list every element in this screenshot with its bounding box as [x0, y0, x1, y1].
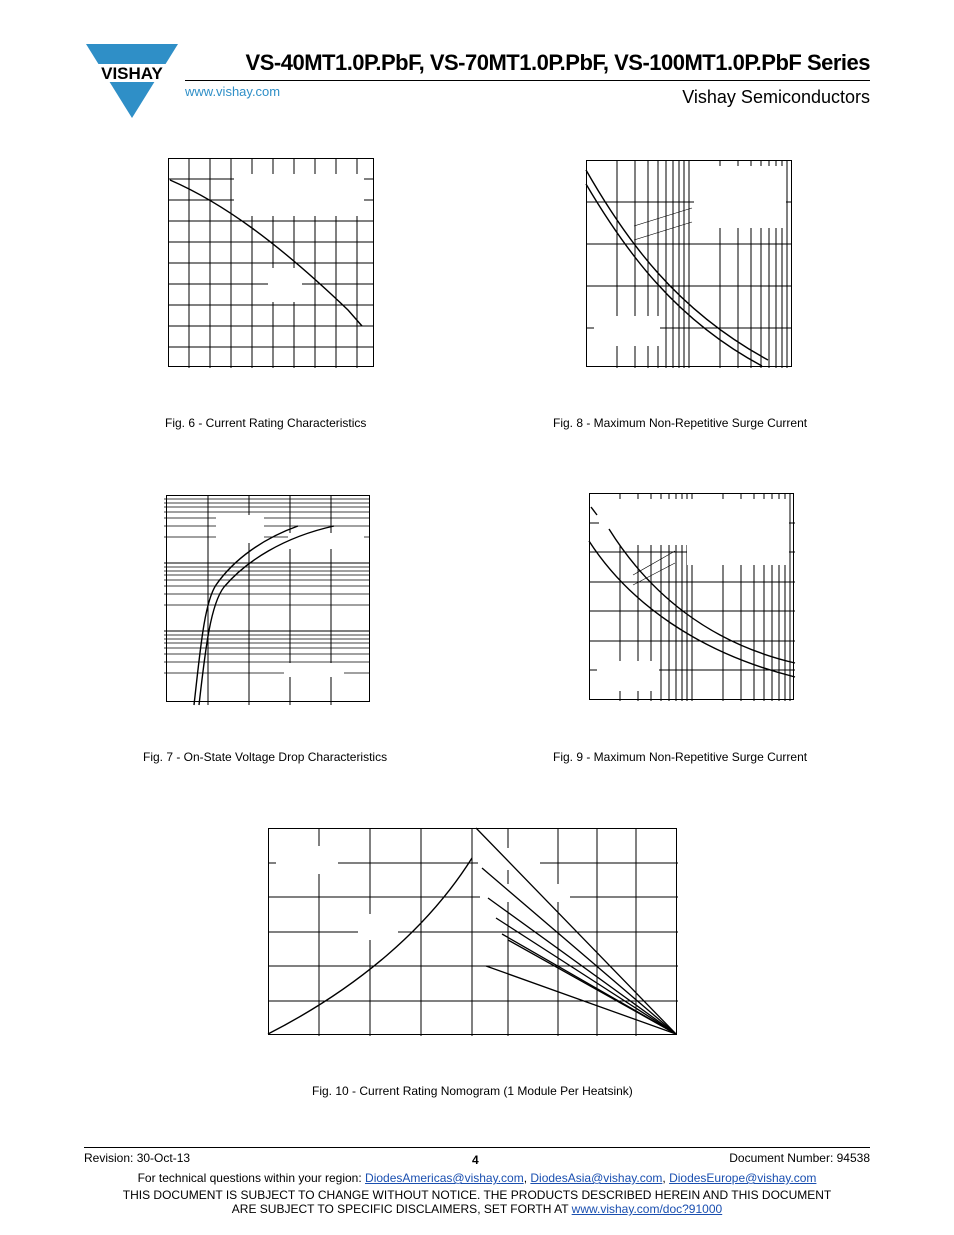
website-link[interactable]: www.vishay.com: [185, 84, 281, 99]
email-europe-link[interactable]: DiodesEurope@vishay.com: [669, 1171, 817, 1185]
fig6-caption: Fig. 6 - Current Rating Characteristics: [165, 416, 367, 430]
contact-separator: ,: [523, 1171, 531, 1185]
document-title: VS-40MT1.0P.PbF, VS-70MT1.0P.PbF, VS-100MT1.0P.PbF Series: [245, 50, 870, 75]
fig9-graph: [589, 493, 795, 701]
company-subtitle: Vishay Semiconductors: [682, 87, 870, 107]
fig9-plot: [589, 493, 795, 701]
disclaimer-link[interactable]: www.vishay.com/doc?91000: [571, 1202, 723, 1216]
contact-separator: ,: [662, 1171, 670, 1185]
fig6-graph: [168, 158, 374, 368]
contact-line: [0, 1171, 954, 1185]
email-americas-link[interactable]: DiodesAmericas@vishay.com: [365, 1171, 524, 1185]
footer-divider: [84, 1147, 870, 1148]
fig10-plot: [268, 828, 678, 1036]
fig8-plot: [586, 160, 792, 368]
disclaimer-line-2: [0, 1202, 954, 1216]
fig6-plot: [168, 158, 374, 368]
email-asia-link[interactable]: DiodesAsia@vishay.com: [530, 1171, 663, 1185]
revision-date: Revision: 30-Oct-13: [84, 1151, 191, 1165]
disclaimer-line-1: THIS DOCUMENT IS SUBJECT TO CHANGE WITHOUT NOTICE. THE PRODUCTS DESCRIBED HEREIN AND THIS DOCUMENT: [122, 1188, 832, 1202]
fig8-graph: [586, 160, 792, 368]
header-divider: [185, 80, 870, 81]
brand-wordmark: VISHAY: [101, 64, 163, 83]
vishay-triangle-logo-icon: [82, 42, 182, 120]
fig10-right-lines: [476, 828, 676, 1034]
fig9-caption: Fig. 9 - Maximum Non-Repetitive Surge Current: [553, 750, 808, 764]
vishay-logo: [82, 42, 182, 120]
fig7-graph: [164, 493, 374, 707]
document-number: Document Number: 94538: [729, 1151, 870, 1165]
fig7-curve-1: [194, 526, 298, 705]
fig10-caption: Fig. 10 - Current Rating Nomogram (1 Module Per Heatsink): [312, 1084, 633, 1098]
fig7-caption: Fig. 7 - On-State Voltage Drop Characteristics: [143, 750, 388, 764]
fig10-graph: [268, 828, 678, 1036]
fig8-caption: Fig. 8 - Maximum Non-Repetitive Surge Current: [553, 416, 808, 430]
page-number: 4: [472, 1153, 479, 1167]
contact-prefix: For technical questions within your region:: [137, 1171, 366, 1185]
disclaimer-prefix: ARE SUBJECT TO SPECIFIC DISCLAIMERS, SET FORTH AT: [231, 1202, 572, 1216]
fig7-curve-2: [199, 526, 334, 705]
fig7-plot: [164, 493, 374, 707]
